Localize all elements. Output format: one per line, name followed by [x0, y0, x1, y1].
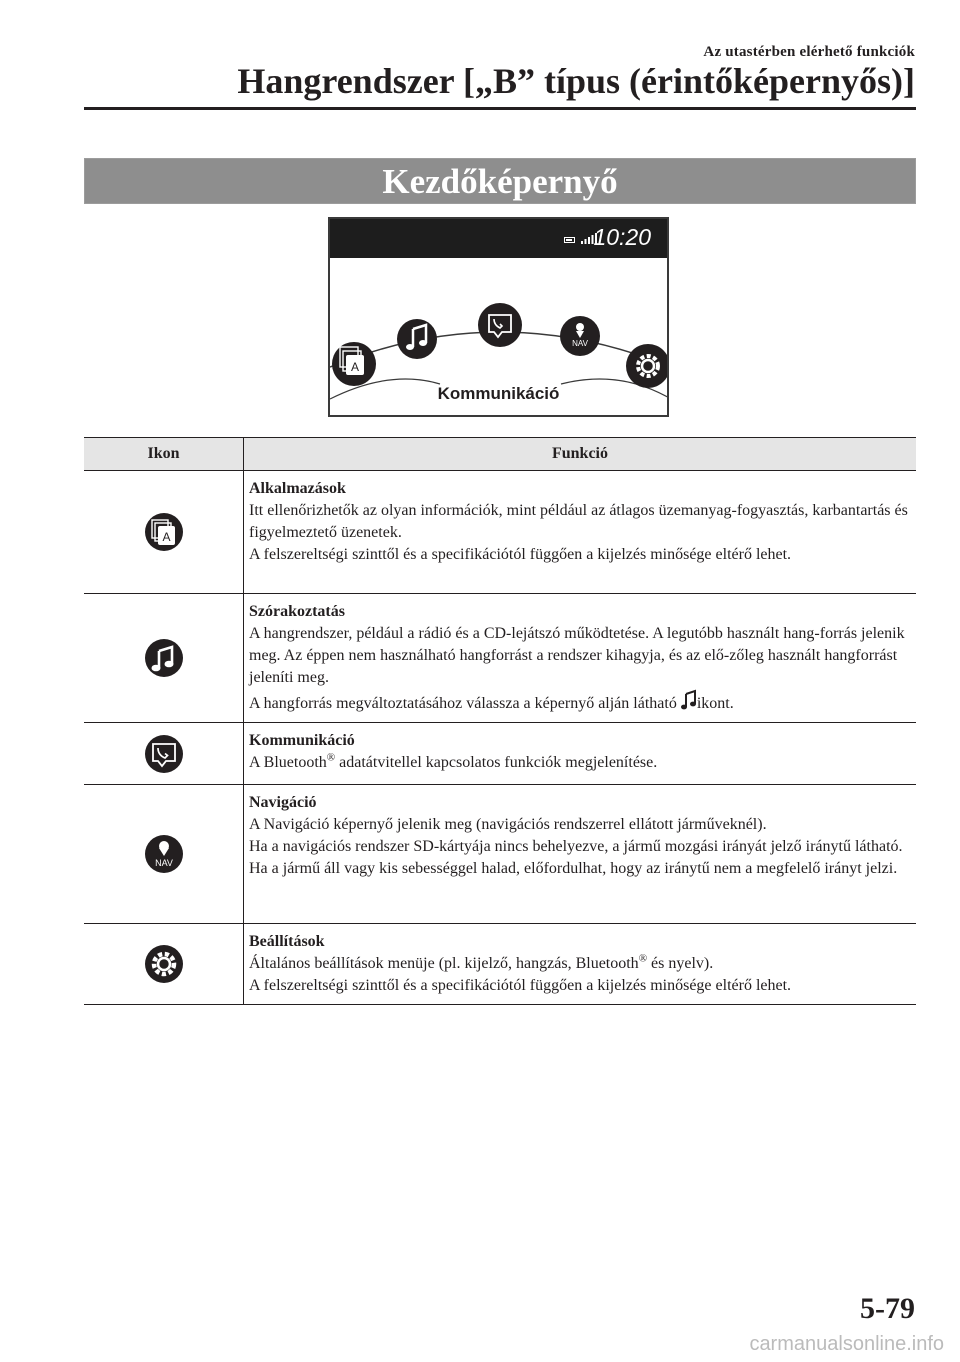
row-title: Navigáció: [249, 794, 317, 811]
app-badge: A: [350, 360, 360, 374]
section-banner: Kezdőképernyő: [84, 158, 916, 204]
music-note-icon: [144, 638, 184, 678]
applications-icon: [144, 512, 184, 552]
page-number: 5-79: [860, 1292, 915, 1325]
row-text: Ha a jármű áll vagy kis sebességgel halad, előfordulhat, hogy az iránytű nem a megfelelő irányt jelzi.: [249, 860, 898, 877]
home-screen-illustration: [328, 217, 669, 417]
row-title: Kommunikáció: [249, 732, 355, 749]
music-note-icon[interactable]: [397, 319, 437, 359]
header-subtitle: Az utastérben elérhető funkciók: [703, 44, 915, 60]
header-rule: [84, 107, 916, 110]
row-text: A Bluetooth® adatátvitellel kapcsolatos funkciók megjelenítése.: [249, 751, 658, 771]
table-row: [84, 785, 916, 924]
settings-gear-icon: [144, 944, 184, 984]
row-text: Általános beállítások menüje (pl. kijelző, hangzás, Bluetooth® és nyelv).: [249, 952, 714, 972]
row-text: A Navigáció képernyő jelenik meg (navigációs rendszerrel ellátott járműveknél).: [249, 816, 767, 833]
navigation-icon: [144, 834, 184, 874]
row-text: A hangrendszer, például a rádió és a CD-lejátszó működtetése. A legutóbb használt hang-forrás jelenik meg. Az éppen nem használható hangforrást a rendszer kihagyja, és az elő-zőleg használt hangforrást jeleníti meg.: [249, 625, 905, 686]
row-title: Alkalmazások: [249, 480, 346, 497]
applications-icon[interactable]: [332, 342, 376, 386]
table-row: [84, 471, 916, 594]
watermark: carmanualsonline.info: [749, 1333, 944, 1355]
row-title: Szórakoztatás: [249, 603, 345, 620]
svg-text:NAV: NAV: [154, 858, 173, 868]
column-header-icon: Ikon: [84, 438, 244, 471]
row-title: Beállítások: [249, 933, 325, 950]
table-row: [84, 594, 916, 723]
selected-item-label: Kommunikáció: [437, 384, 560, 403]
row-text: Itt ellenőrizhetők az olyan információk, mint például az átlagos üzemanyag-fogyasztás, karbantartás és figyelmeztető üzenetek.: [249, 502, 908, 541]
nav-badge: NAV: [572, 339, 588, 348]
table-row: [84, 723, 916, 785]
row-text: Ha a navigációs rendszer SD-kártyája nincs behelyezve, a jármű mozgási irányát jelző iránytű látható.: [249, 838, 903, 855]
music-note-inline-icon: [681, 689, 697, 711]
page-title: Hangrendszer [„B” típus (érintőképernyős)]: [237, 61, 915, 101]
settings-gear-icon[interactable]: [626, 344, 669, 388]
svg-text:A: A: [161, 530, 171, 544]
clock: 10:20: [593, 224, 651, 250]
communication-icon[interactable]: [478, 303, 522, 347]
row-text: A hangforrás megváltoztatásához válassza a képernyő alján látható ikont.: [249, 689, 908, 715]
table-row: [84, 924, 916, 1005]
row-text: A felszereltségi szinttől és a specifikációtól függően a kijelzés minősége eltérő lehet.: [249, 977, 792, 994]
table-header-row: [84, 438, 916, 471]
function-table: [84, 437, 916, 1005]
navigation-icon[interactable]: [560, 316, 600, 356]
column-header-function: Funkció: [244, 438, 917, 471]
row-text: A felszereltségi szinttől és a specifikációtól függően a kijelzés minősége eltérő lehet.: [249, 546, 792, 563]
communication-icon: [144, 734, 184, 774]
